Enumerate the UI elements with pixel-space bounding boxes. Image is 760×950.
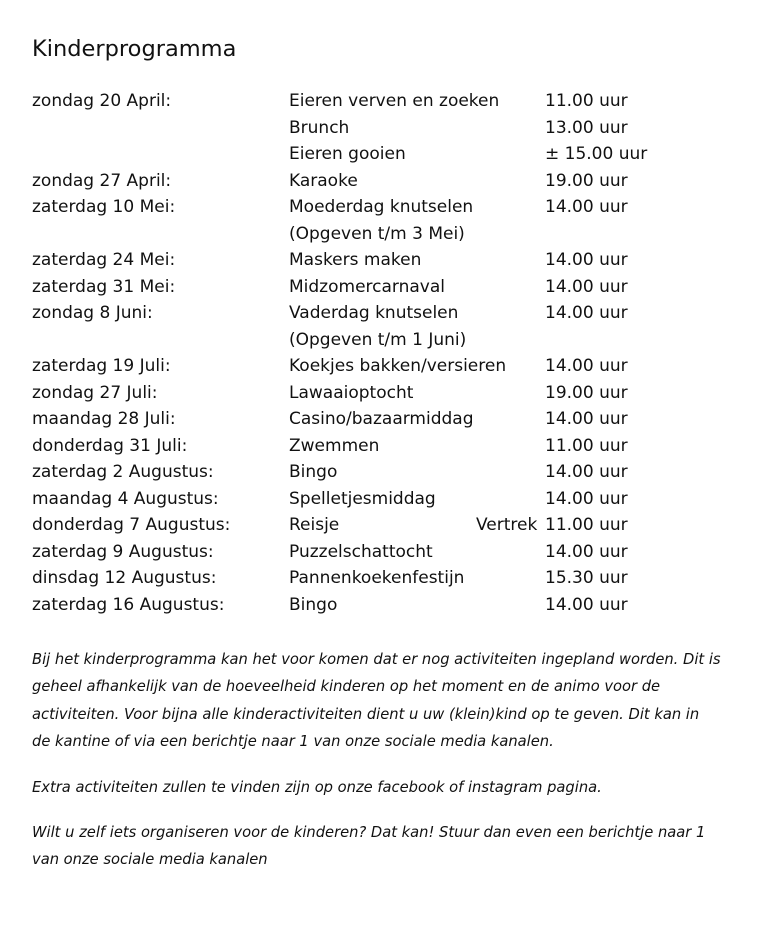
schedule-row <box>0 88 760 115</box>
schedule-row <box>0 486 760 513</box>
schedule-row <box>0 512 760 539</box>
schedule-activity: (Opgeven t/m 1 Juni) <box>289 329 467 350</box>
schedule-time: 11.00 uur <box>545 515 628 535</box>
schedule-time: 14.00 uur <box>545 303 628 323</box>
schedule-table <box>0 88 760 618</box>
schedule-time: 13.00 uur <box>545 117 628 138</box>
schedule-date: zondag 27 April: <box>32 170 172 191</box>
schedule-activity: Puzzelschattocht <box>289 541 433 562</box>
schedule-activity: Reisje <box>289 515 340 535</box>
note-paragraph: Bij het kinderprogramma kan het voor komen dat er nog activiteiten ingepland worden. Dit is geheel afhankelijk van de hoeveelheid kinderen op het moment en de animo voor de activiteiten. Voor bijna alle kinderactiviteiten dient u uw (klein)kind op te geven. Dit kan in de kantine of via een berichtje naar 1 van onze sociale media kanalen. <box>32 651 721 751</box>
schedule-row <box>0 433 760 460</box>
note-paragraph: Wilt u zelf iets organiseren voor de kinderen? Dat kan! Stuur dan even een berichtje naar 1 van onze sociale media kanalen <box>32 824 706 869</box>
schedule-activity: Vaderdag knutselen <box>289 303 459 323</box>
schedule-activity: Bingo <box>289 594 338 615</box>
schedule-row <box>0 221 760 248</box>
schedule-time: 14.00 uur <box>545 462 628 482</box>
schedule-activity: Karaoke <box>289 170 358 191</box>
schedule-row <box>0 247 760 274</box>
schedule-date: zaterdag 24 Mei: <box>32 250 176 270</box>
schedule-date: donderdag 31 Juli: <box>32 435 188 456</box>
schedule-time: ± 15.00 uur <box>545 144 648 164</box>
schedule-date: donderdag 7 Augustus: <box>32 515 231 535</box>
schedule-time: 14.00 uur <box>545 594 628 615</box>
schedule-row <box>0 115 760 142</box>
schedule-time-prefix: Vertrek <box>476 515 538 535</box>
schedule-row <box>0 459 760 486</box>
schedule-row <box>0 406 760 433</box>
schedule-time: 14.00 uur <box>545 356 628 376</box>
schedule-row <box>0 539 760 566</box>
schedule-activity: Bingo <box>289 462 338 482</box>
schedule-row <box>0 168 760 195</box>
schedule-row <box>0 592 760 619</box>
schedule-date: zaterdag 2 Augustus: <box>32 462 214 482</box>
schedule-activity: Eieren verven en zoeken <box>289 91 500 111</box>
notes-section <box>32 646 722 892</box>
schedule-activity: Midzomercarnaval <box>289 276 445 297</box>
schedule-date: maandag 28 Juli: <box>32 409 176 429</box>
schedule-row <box>0 565 760 592</box>
schedule-activity: Koekjes bakken/versieren <box>289 356 507 376</box>
schedule-row <box>0 194 760 221</box>
schedule-row <box>0 353 760 380</box>
schedule-date: zaterdag 31 Mei: <box>32 276 176 297</box>
schedule-date: zaterdag 9 Augustus: <box>32 541 214 562</box>
schedule-time: 11.00 uur <box>545 435 628 456</box>
schedule-activity: Moederdag knutselen <box>289 197 474 217</box>
schedule-date: zondag 8 Juni: <box>32 303 153 323</box>
note-paragraph: Extra activiteiten zullen te vinden zijn op onze facebook of instagram pagina. <box>32 778 602 796</box>
schedule-time: 14.00 uur <box>545 488 628 509</box>
page-title: Kinderprogramma <box>32 36 237 62</box>
schedule-date: zondag 27 Juli: <box>32 382 158 403</box>
schedule-row <box>0 141 760 168</box>
schedule-activity: Zwemmen <box>289 435 380 456</box>
schedule-time: 11.00 uur <box>545 91 628 111</box>
schedule-date: zaterdag 19 Juli: <box>32 356 171 376</box>
schedule-activity: Maskers maken <box>289 250 422 270</box>
schedule-activity: Spelletjesmiddag <box>289 488 436 509</box>
schedule-date: maandag 4 Augustus: <box>32 488 219 509</box>
schedule-activity: Casino/bazaarmiddag <box>289 409 474 429</box>
schedule-time: 14.00 uur <box>545 250 628 270</box>
schedule-row <box>0 300 760 327</box>
schedule-date: dinsdag 12 Augustus: <box>32 568 217 588</box>
schedule-activity: Eieren gooien <box>289 144 406 164</box>
schedule-time: 14.00 uur <box>545 409 628 429</box>
schedule-time: 14.00 uur <box>545 276 628 297</box>
schedule-activity: Lawaaioptocht <box>289 382 414 403</box>
schedule-activity: Brunch <box>289 117 350 138</box>
schedule-date: zondag 20 April: <box>32 91 172 111</box>
schedule-row <box>0 327 760 354</box>
schedule-date: zaterdag 10 Mei: <box>32 197 176 217</box>
schedule-row <box>0 380 760 407</box>
schedule-activity: (Opgeven t/m 3 Mei) <box>289 223 465 244</box>
schedule-time: 14.00 uur <box>545 541 628 562</box>
schedule-date: zaterdag 16 Augustus: <box>32 594 225 615</box>
schedule-time: 19.00 uur <box>545 382 628 403</box>
schedule-time: 19.00 uur <box>545 170 628 191</box>
schedule-activity: Pannenkoekenfestijn <box>289 568 465 588</box>
schedule-time: 14.00 uur <box>545 197 628 217</box>
schedule-time: 15.30 uur <box>545 568 628 588</box>
schedule-row <box>0 274 760 301</box>
